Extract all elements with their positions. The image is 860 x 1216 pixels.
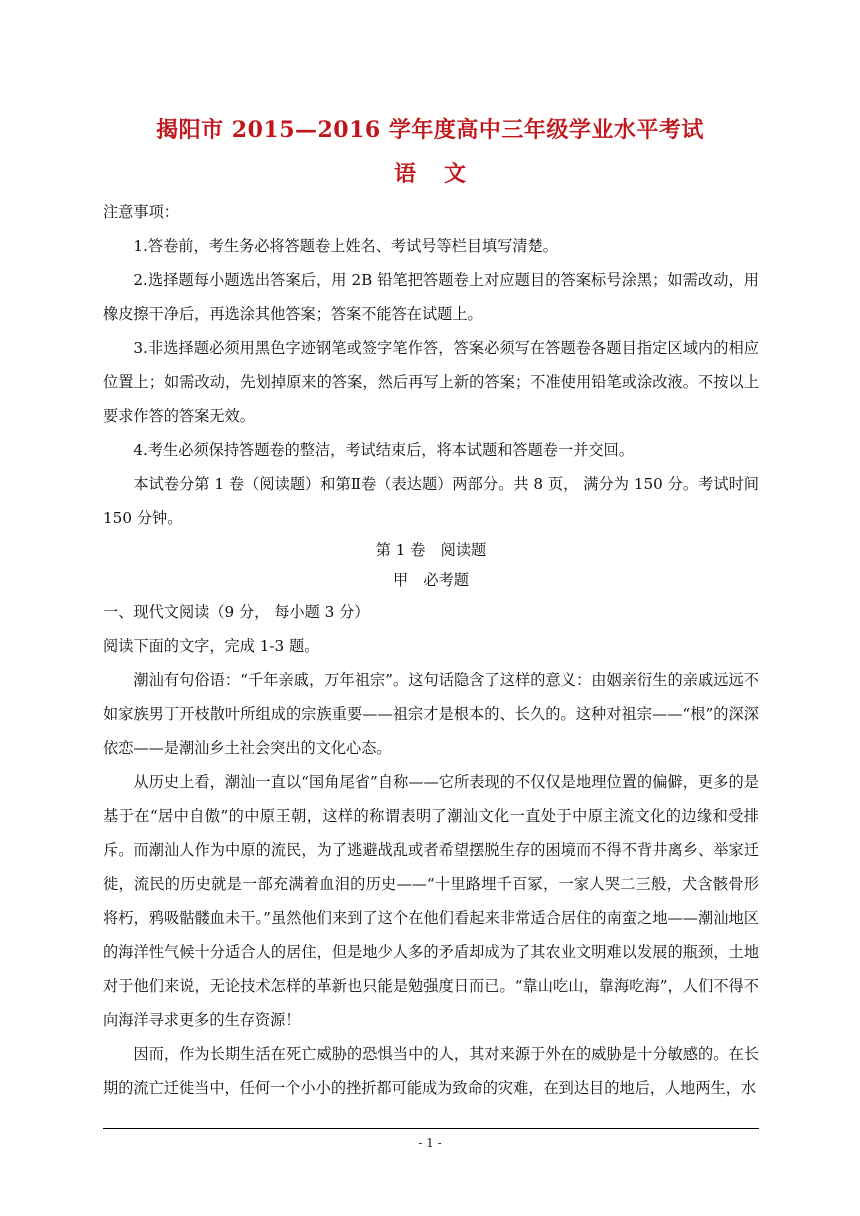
- page-number: - 1 -: [418, 1136, 442, 1150]
- notice-heading: 注意事项：: [103, 203, 179, 221]
- notice-item-2: 2.选择题每小题选出答案后，用 2B 铅笔把答题卷上对应题目的答案标号涂黑；如需改动，用橡皮擦干净后，再选涂其他答案；答案不能答在试题上。: [103, 271, 759, 323]
- reading-instruction: 阅读下面的文字，完成 1-3 题。: [103, 637, 320, 655]
- notice-item-4: 4.考生必须保持答题卷的整洁，考试结束后，将本试题和答题卷一并交回。: [133, 441, 634, 459]
- footer-divider: [103, 1128, 759, 1129]
- question-heading: 一、现代文阅读（9 分， 每小题 3 分）: [103, 603, 370, 621]
- exam-title: 揭阳市 2015—2016 学年度高中三年级学业水平考试: [156, 117, 704, 143]
- part-title: 甲 必考题: [393, 571, 469, 589]
- notice-item-1: 1.答卷前，考生务必将答题卷上姓名、考试号等栏目填写清楚。: [133, 237, 558, 255]
- notice-item-3: 3.非选择题必须用黑色字迹钢笔或签字笔作答，答案必须写在答题卷各题目指定区域内的相应位置上；如需改动，先划掉原来的答案，然后再写上新的答案；不准使用铅笔或涂改液。不按以上要求作答的答案无效。: [103, 339, 759, 425]
- exam-summary: 本试卷分第 1 卷（阅读题）和第Ⅱ卷（表达题）两部分。共 8 页， 满分为 150 分。考试时间 150 分钟。: [103, 475, 759, 527]
- passage-paragraph-1: 潮汕有句俗语：“千年亲戚，万年祖宗”。这句话隐含了这样的意义：由姻亲衍生的亲戚远远不如家族男丁开枝散叶所组成的宗族重要——祖宗才是根本的、长久的。这种对祖宗——“根”的深深依恋——是潮汕乡土社会突出的文化心态。: [103, 671, 759, 757]
- volume-title: 第 1 卷 阅读题: [375, 541, 487, 559]
- exam-body: [103, 195, 759, 1105]
- subject-title: 语文: [393, 161, 494, 187]
- passage-paragraph-3: 因而，作为长期生活在死亡威胁的恐惧当中的人，其对来源于外在的威胁是十分敏感的。在长期的流亡迁徙当中，任何一个小小的挫折都可能成为致命的灾难，在到达目的地后，人地两生，水: [103, 1045, 759, 1097]
- passage-paragraph-2: 从历史上看，潮汕一直以“国角尾省”自称——它所表现的不仅仅是地理位置的偏僻，更多的是基于在“居中自傲”的中原王朝，这样的称谓表明了潮汕文化一直处于中原主流文化的边缘和受排斥。而潮汕人作为中原的流民，为了逃避战乱或者希望摆脱生存的困境而不得不背井离乡、举家迁徙，流民的历史就是一部充满着血泪的历史——“十里路埋千百冢，一家人哭二三般，犬含骸骨形将朽，鸦吸骷髅血未干。”虽然他们来到了这个在他们看起来非常适合居住的南蛮之地——潮汕地区的海洋性气候十分适合人的居住，但是地少人多的矛盾却成为了其农业文明难以发展的瓶颈，土地对于他们来说，无论技术怎样的革新也只能是勉强度日而已。“靠山吃山，靠海吃海”，人们不得不向海洋寻求更多的生存资源！: [103, 773, 759, 1029]
